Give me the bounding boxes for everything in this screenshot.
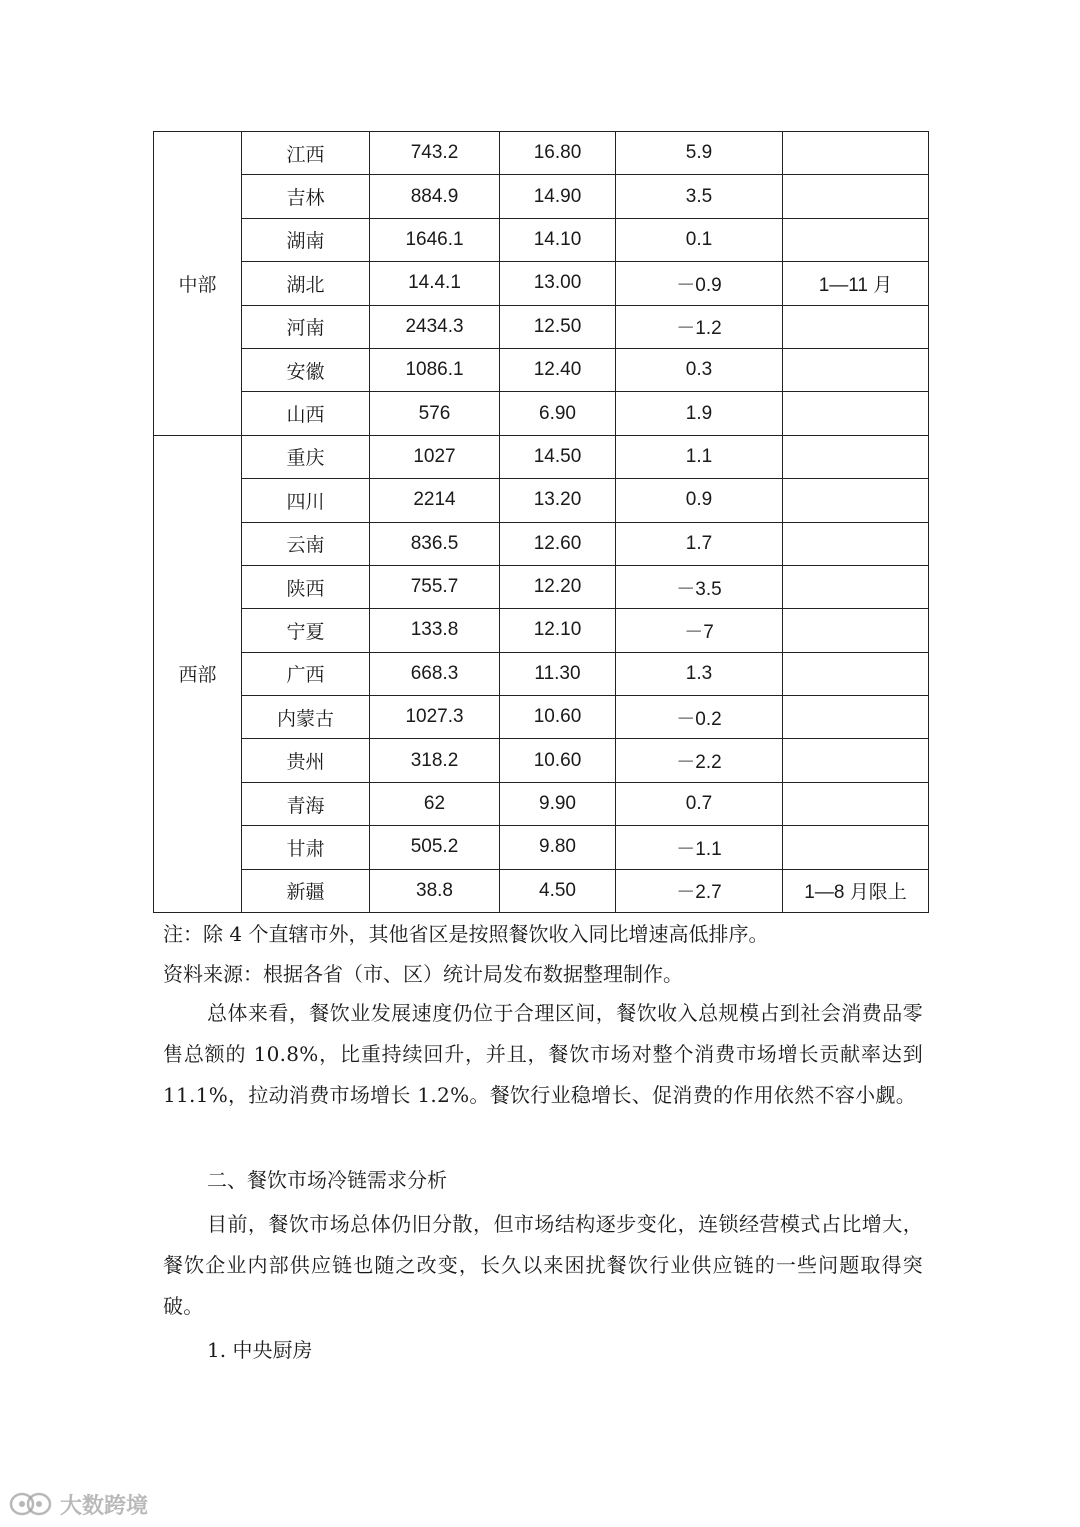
growth-cell: 14.90 bbox=[500, 175, 616, 218]
growth-cell: 10.60 bbox=[500, 739, 616, 782]
growth-cell: 12.10 bbox=[500, 609, 616, 652]
revenue-cell: 755.7 bbox=[370, 565, 500, 608]
note-cell bbox=[783, 392, 929, 435]
note-cell bbox=[783, 132, 929, 175]
revenue-cell: 318.2 bbox=[370, 739, 500, 782]
change-cell: －0.9 bbox=[616, 262, 783, 305]
revenue-cell: 576 bbox=[370, 392, 500, 435]
province-cell: 内蒙古 bbox=[242, 696, 370, 739]
growth-cell: 9.90 bbox=[500, 782, 616, 825]
note-cell bbox=[783, 609, 929, 652]
growth-cell: 13.00 bbox=[500, 262, 616, 305]
growth-cell: 9.80 bbox=[500, 826, 616, 869]
change-cell: 5.9 bbox=[616, 132, 783, 175]
province-cell: 贵州 bbox=[242, 739, 370, 782]
table-row bbox=[154, 479, 929, 522]
table-row bbox=[154, 262, 929, 305]
note-cell bbox=[783, 696, 929, 739]
growth-cell: 12.60 bbox=[500, 522, 616, 565]
revenue-cell: 133.8 bbox=[370, 609, 500, 652]
note-cell bbox=[783, 652, 929, 695]
data-source: 资料来源：根据各省（市、区）统计局发布数据整理制作。 bbox=[163, 962, 683, 986]
growth-cell: 11.30 bbox=[500, 652, 616, 695]
revenue-cell: 1086.1 bbox=[370, 348, 500, 391]
province-cell: 吉林 bbox=[242, 175, 370, 218]
table-row bbox=[154, 435, 929, 478]
note-cell bbox=[783, 565, 929, 608]
growth-cell: 4.50 bbox=[500, 869, 616, 912]
restaurant-revenue-table bbox=[153, 131, 929, 913]
summary-paragraph: 总体来看，餐饮业发展速度仍位于合理区间，餐饮收入总规模占到社会消费品零售总额的 10.8%，比重持续回升，并且，餐饮市场对整个消费市场增长贡献率达到 11.1%，拉动消费市场增长 1.2%。餐饮行业稳增长、促消费的作用依然不容小觑。 bbox=[163, 1001, 923, 1107]
watermark-logo-icon bbox=[8, 1489, 54, 1519]
note-cell: 1—8 月限上 bbox=[783, 869, 929, 912]
province-cell: 新疆 bbox=[242, 869, 370, 912]
table-body bbox=[154, 132, 929, 913]
note-cell bbox=[783, 218, 929, 261]
change-cell: 0.3 bbox=[616, 348, 783, 391]
province-cell: 广西 bbox=[242, 652, 370, 695]
subsection-heading: 1. 中央厨房 bbox=[207, 1338, 313, 1362]
table-row bbox=[154, 522, 929, 565]
province-cell: 山西 bbox=[242, 392, 370, 435]
revenue-cell: 884.9 bbox=[370, 175, 500, 218]
province-cell: 河南 bbox=[242, 305, 370, 348]
change-cell: －2.7 bbox=[616, 869, 783, 912]
section-heading: 二、餐饮市场冷链需求分析 bbox=[207, 1168, 447, 1192]
change-cell: －2.2 bbox=[616, 739, 783, 782]
cold-chain-paragraph: 目前，餐饮市场总体仍旧分散，但市场结构逐步变化，连锁经营模式占比增大，餐饮企业内部供应链也随之改变，长久以来困扰餐饮行业供应链的一些问题取得突破。 bbox=[163, 1212, 923, 1318]
revenue-cell: 2214 bbox=[370, 479, 500, 522]
note-cell bbox=[783, 348, 929, 391]
growth-cell: 6.90 bbox=[500, 392, 616, 435]
note-cell bbox=[783, 739, 929, 782]
growth-cell: 12.40 bbox=[500, 348, 616, 391]
table-row bbox=[154, 392, 929, 435]
province-cell: 安徽 bbox=[242, 348, 370, 391]
revenue-cell: 505.2 bbox=[370, 826, 500, 869]
change-cell: －1.1 bbox=[616, 826, 783, 869]
change-cell: －7 bbox=[616, 609, 783, 652]
change-cell: －1.2 bbox=[616, 305, 783, 348]
table-row bbox=[154, 826, 929, 869]
table-row bbox=[154, 739, 929, 782]
region-cell: 中部 bbox=[154, 132, 242, 436]
table-row bbox=[154, 609, 929, 652]
table-row bbox=[154, 348, 929, 391]
growth-cell: 10.60 bbox=[500, 696, 616, 739]
change-cell: 3.5 bbox=[616, 175, 783, 218]
note-cell bbox=[783, 782, 929, 825]
region-cell: 西部 bbox=[154, 435, 242, 912]
note-cell bbox=[783, 826, 929, 869]
note-cell bbox=[783, 435, 929, 478]
change-cell: 1.7 bbox=[616, 522, 783, 565]
province-cell: 陕西 bbox=[242, 565, 370, 608]
note-cell bbox=[783, 479, 929, 522]
revenue-cell: 62 bbox=[370, 782, 500, 825]
province-cell: 湖北 bbox=[242, 262, 370, 305]
table-row bbox=[154, 565, 929, 608]
growth-cell: 16.80 bbox=[500, 132, 616, 175]
table-note: 注：除 4 个直辖市外，其他省区是按照餐饮收入同比增速高低排序。 bbox=[163, 922, 769, 946]
province-cell: 云南 bbox=[242, 522, 370, 565]
note-cell bbox=[783, 522, 929, 565]
revenue-cell: 836.5 bbox=[370, 522, 500, 565]
growth-cell: 13.20 bbox=[500, 479, 616, 522]
note-cell bbox=[783, 175, 929, 218]
change-cell: 1.9 bbox=[616, 392, 783, 435]
note-cell: 1—11 月 bbox=[783, 262, 929, 305]
province-cell: 湖南 bbox=[242, 218, 370, 261]
revenue-cell: 38.8 bbox=[370, 869, 500, 912]
table-row bbox=[154, 305, 929, 348]
revenue-cell: 743.2 bbox=[370, 132, 500, 175]
growth-cell: 12.50 bbox=[500, 305, 616, 348]
growth-cell: 14.50 bbox=[500, 435, 616, 478]
revenue-cell: 1027 bbox=[370, 435, 500, 478]
table-row bbox=[154, 696, 929, 739]
revenue-cell: 668.3 bbox=[370, 652, 500, 695]
change-cell: 0.7 bbox=[616, 782, 783, 825]
growth-cell: 12.20 bbox=[500, 565, 616, 608]
growth-cell: 14.10 bbox=[500, 218, 616, 261]
province-cell: 江西 bbox=[242, 132, 370, 175]
note-cell bbox=[783, 305, 929, 348]
change-cell: 0.1 bbox=[616, 218, 783, 261]
change-cell: －3.5 bbox=[616, 565, 783, 608]
table-row bbox=[154, 218, 929, 261]
province-cell: 重庆 bbox=[242, 435, 370, 478]
province-cell: 宁夏 bbox=[242, 609, 370, 652]
table-row bbox=[154, 652, 929, 695]
province-cell: 四川 bbox=[242, 479, 370, 522]
revenue-cell: 1646.1 bbox=[370, 218, 500, 261]
watermark bbox=[8, 1487, 148, 1521]
table-row bbox=[154, 132, 929, 175]
change-cell: 1.1 bbox=[616, 435, 783, 478]
revenue-cell: 1027.3 bbox=[370, 696, 500, 739]
province-cell: 甘肃 bbox=[242, 826, 370, 869]
table-row bbox=[154, 869, 929, 912]
revenue-cell: 14.4.1 bbox=[370, 262, 500, 305]
table-row bbox=[154, 175, 929, 218]
revenue-cell: 2434.3 bbox=[370, 305, 500, 348]
change-cell: 1.3 bbox=[616, 652, 783, 695]
table-row bbox=[154, 782, 929, 825]
change-cell: －0.2 bbox=[616, 696, 783, 739]
province-cell: 青海 bbox=[242, 782, 370, 825]
watermark-text: 大数跨境 bbox=[60, 1493, 149, 1519]
change-cell: 0.9 bbox=[616, 479, 783, 522]
